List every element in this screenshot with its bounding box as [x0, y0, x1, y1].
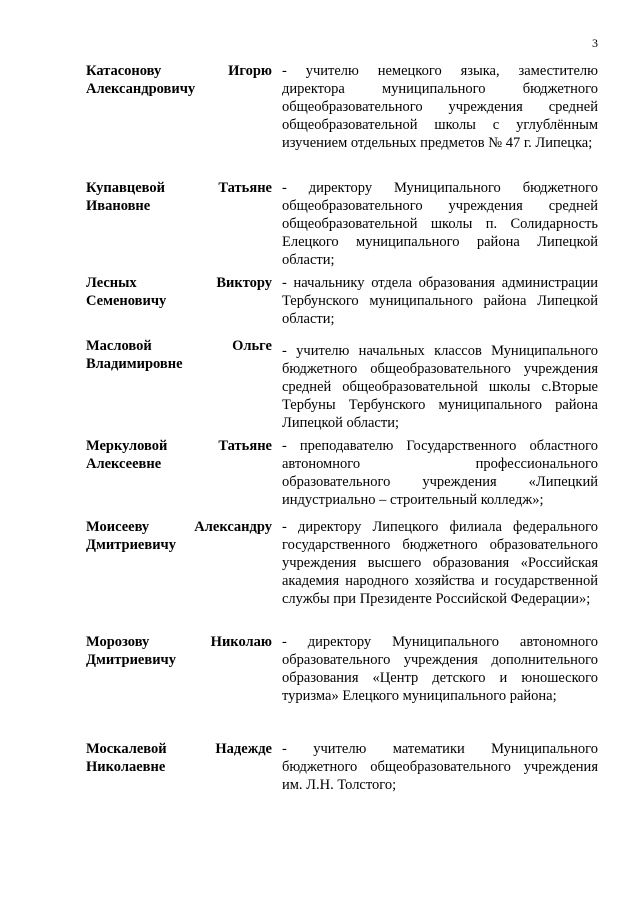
surname: Масловой: [86, 338, 152, 354]
surname: Москалевой: [86, 741, 167, 757]
person-name: [86, 740, 272, 776]
page-number: 3: [592, 36, 598, 50]
person-name: [86, 274, 272, 310]
position-description: - начальнику отдела образования администрации Тербунского муниципального района Липецкой области;: [282, 275, 598, 327]
position-description: - учителю математики Муниципального бюджетного общеобразовательного учреждения им. Л.Н. Толстого;: [282, 741, 598, 793]
first-name: Игорю: [228, 63, 272, 79]
surname: Моисееву: [86, 519, 150, 535]
patronymic: Семеновичу: [86, 293, 167, 309]
surname: Купавцевой: [86, 180, 165, 196]
patronymic: Дмитриевичу: [86, 537, 176, 553]
first-name: Татьяне: [218, 438, 272, 454]
patronymic: Дмитриевичу: [86, 652, 176, 668]
position-description: - преподавателю Государственного областного автономного профессионального образовательного учреждения «Липецкий индустриально – строительный колледж»;: [282, 438, 598, 508]
patronymic: Владимировне: [86, 356, 183, 372]
first-name: Ольге: [232, 338, 272, 354]
first-name: Александру: [194, 519, 272, 535]
person-name: [86, 62, 272, 98]
patronymic: Александровичу: [86, 81, 196, 97]
surname: Морозову: [86, 634, 150, 650]
position-description: - директору Липецкого филиала федерального государственного бюджетного образовательного учреждения высшего образования «Российская академия народного хозяйства и государственной службы при Президенте Российской Федерации»;: [282, 519, 598, 607]
person-name: [86, 179, 272, 215]
person-name: [86, 337, 272, 373]
first-name: Надежде: [215, 741, 272, 757]
surname: Катасонову: [86, 63, 162, 79]
surname: Лесных: [86, 275, 137, 291]
first-name: Виктору: [216, 275, 272, 291]
person-name: [86, 633, 272, 669]
surname: Меркуловой: [86, 438, 168, 454]
position-description: - учителю немецкого языка, заместителю директора муниципального бюджетного общеобразовательного учреждения средней общеобразовательной школы с углублённым изучением отдельных предметов № 47 г. Липецка;: [282, 63, 598, 151]
patronymic: Николаевне: [86, 759, 166, 775]
first-name: Николаю: [210, 634, 272, 650]
position-description: - директору Муниципального автономного образовательного учреждения дополнительного образования «Центр детского и юношеского туризма» Елецкого муниципального района;: [282, 634, 598, 704]
person-name: [86, 518, 272, 554]
person-name: [86, 437, 272, 473]
patronymic: Ивановне: [86, 198, 151, 214]
position-description: - директору Муниципального бюджетного общеобразовательного учреждения средней общеобразовательной школы п. Солидарность Елецкого муниципального района Липецкой области;: [282, 180, 598, 268]
first-name: Татьяне: [218, 180, 272, 196]
patronymic: Алексеевне: [86, 456, 162, 472]
position-description: - учителю начальных классов Муниципального бюджетного общеобразовательного учреждения средней общеобразовательной школы с.Вторые Тербуны Тербунского муниципального района Липецкой области;: [282, 343, 598, 431]
